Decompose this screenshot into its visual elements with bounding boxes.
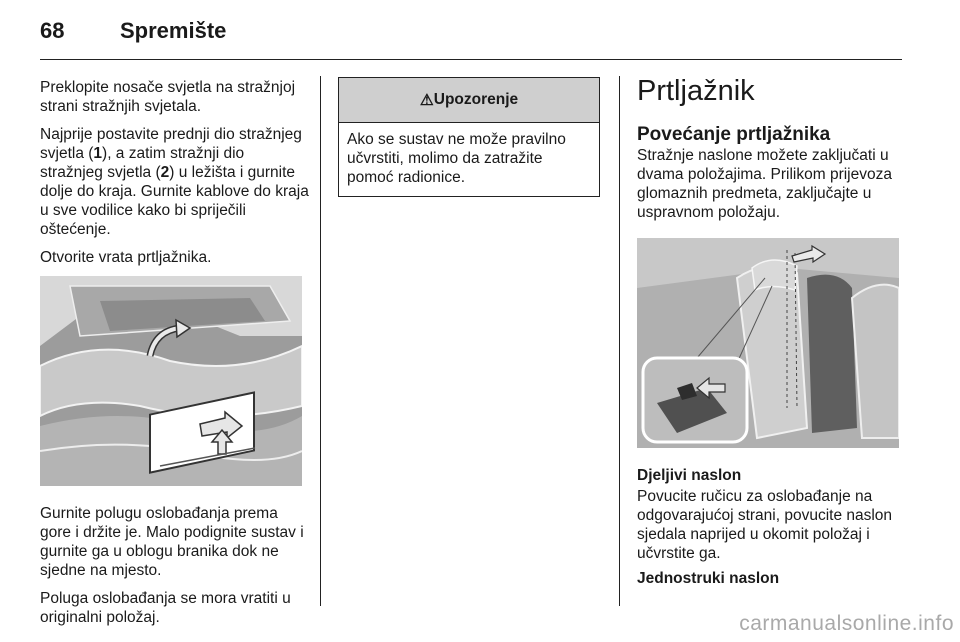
column-middle bbox=[338, 77, 600, 197]
text-run: ), a zatim stražnji dio stražnjeg svjetla ( bbox=[40, 145, 245, 181]
warning-header bbox=[339, 78, 599, 123]
column-divider-right bbox=[619, 76, 620, 606]
section-title: Prtljažnik bbox=[637, 75, 755, 107]
page-number: 68 bbox=[40, 18, 65, 43]
paragraph-open-tailgate: Otvorite vrata prtljažnika. bbox=[40, 249, 212, 266]
paragraph-lever-return: Poluga oslobađanja se mora vratiti u originalni položaj. bbox=[40, 590, 291, 626]
column-right bbox=[637, 74, 907, 590]
page-header bbox=[40, 18, 900, 58]
header-rule bbox=[40, 59, 902, 60]
paragraph-intro: Stražnje naslone možete zaključati u dvama položajima. Prilikom prijevoza glomaznih predmeta, zaključajte u uspravnom položaju. bbox=[637, 147, 892, 221]
column-left bbox=[40, 78, 310, 636]
watermark: carmanualsonline.info bbox=[739, 612, 954, 635]
text-run: Najprije postavite prednji dio stražnjeg svjetla ( bbox=[40, 126, 302, 162]
warning-triangle-icon: ⚠ bbox=[419, 91, 434, 109]
text-run: ) u ležišta i gurnite dolje do kraja. Gurnite kablove do kraja u sve vodilice kako bi spriječili oštećenje. bbox=[40, 164, 309, 238]
warning-box bbox=[338, 77, 600, 197]
warning-text: Ako se sustav ne može pravilno učvrstiti, molimo da zatražite pomoć radionice. bbox=[347, 131, 566, 186]
warning-title: Upozorenje bbox=[433, 91, 519, 108]
illustration-rear-bumper-carrier bbox=[40, 276, 302, 486]
item-heading-single-backrest: Jednostruki naslon bbox=[637, 570, 780, 587]
paragraph-push-lever: Gurnite polugu oslobađanja prema gore i držite je. Malo podignite sustav i gurnite ga u oblogu branika dok ne sjedne na mjesto. bbox=[40, 505, 304, 579]
subsection-title: Povećanje prtljažnika bbox=[637, 124, 831, 145]
paragraph-split-backrest: Povucite ručicu za oslobađanje na odgovarajućoj strani, povucite naslon sjedala naprijed u okomit položaj i učvrstite ga. bbox=[637, 488, 893, 562]
page-title: Spremište bbox=[120, 18, 227, 43]
paragraph-install-light bbox=[40, 125, 310, 239]
step-ref-1: 1 bbox=[93, 145, 103, 162]
illustration-rear-seat-release bbox=[637, 238, 899, 448]
paragraph-fold-brackets: Preklopite nosače svjetla na stražnjoj strani stražnjih svjetala. bbox=[40, 79, 296, 115]
column-divider-left bbox=[320, 76, 321, 606]
step-ref-2: 2 bbox=[160, 164, 170, 181]
item-heading-split-backrest: Djeljivi naslon bbox=[637, 467, 742, 484]
